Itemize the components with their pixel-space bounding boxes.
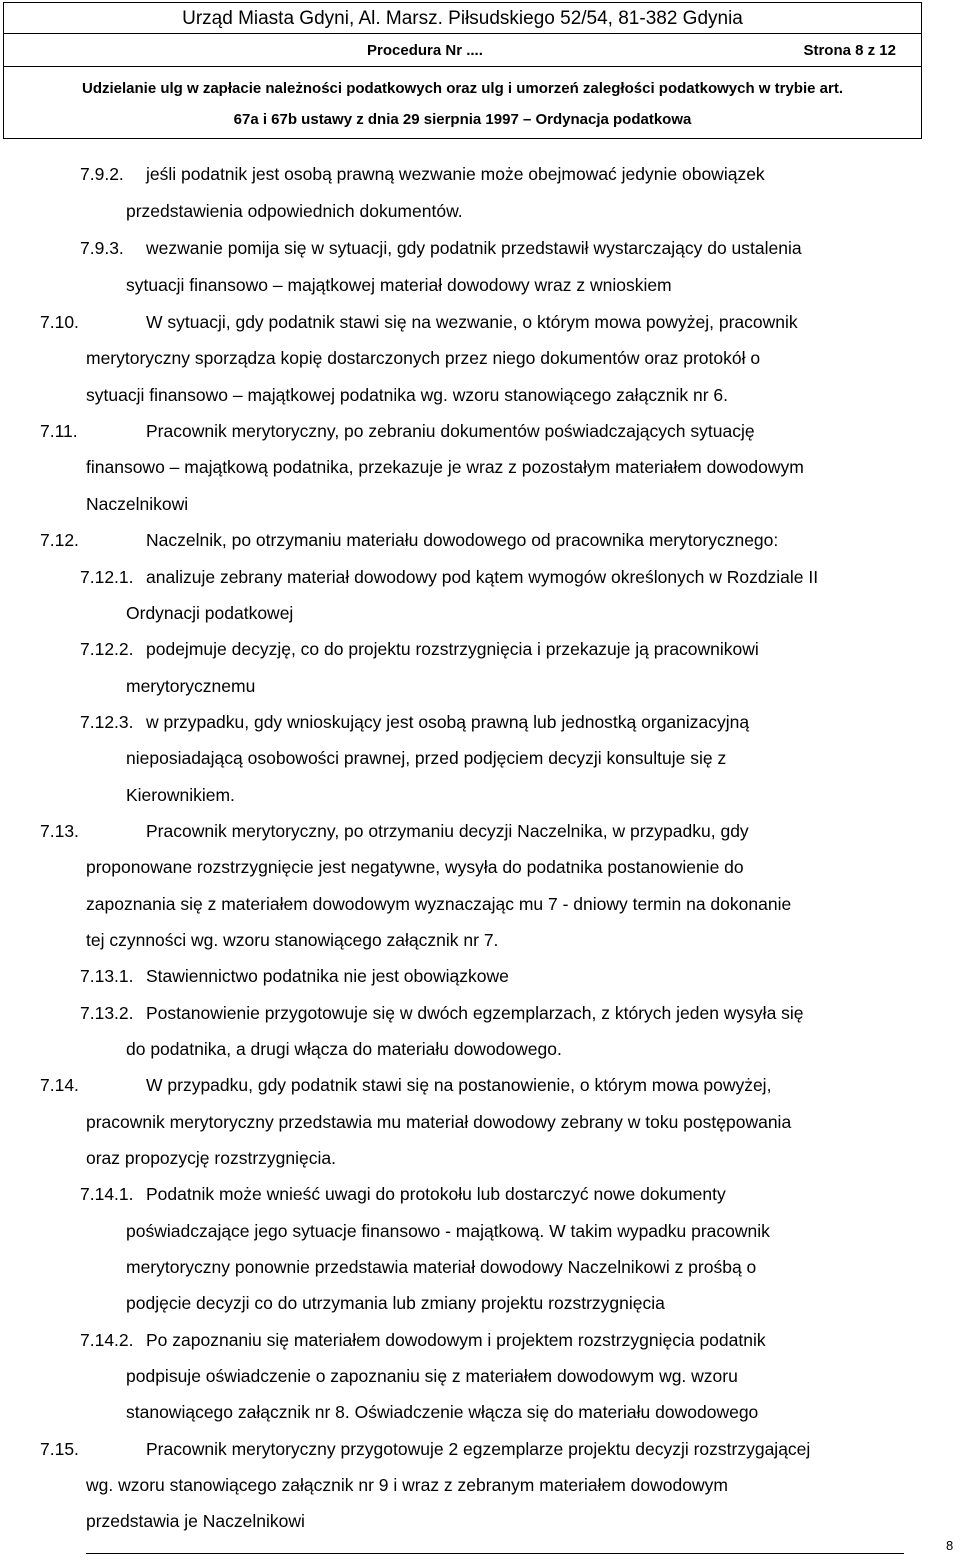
item-text: Kierownikiem. bbox=[126, 785, 235, 805]
item-text: przedstawia je Naczelnikowi bbox=[86, 1511, 305, 1531]
item-text: do podatnika, a drugi włącza do materiału dowodowego. bbox=[126, 1039, 562, 1059]
item-text: merytoryczny sporządza kopię dostarczonych przez niego dokumentów oraz protokół o bbox=[86, 348, 761, 368]
item-text: Postanowienie przygotowuje się w dwóch egzemplarzach, z których jeden wysyła się bbox=[146, 1003, 804, 1023]
item-number: 7.12.3. bbox=[80, 712, 134, 732]
footer-divider bbox=[86, 1553, 904, 1554]
item-text: podpisuje oświadczenie o zapoznaniu się z materiałem dowodowym wg. wzoru bbox=[126, 1366, 738, 1386]
item-text: tej czynności wg. wzoru stanowiącego załącznik nr 7. bbox=[86, 930, 499, 950]
procedure-subject bbox=[4, 67, 921, 138]
item-text: podejmuje decyzję, co do projektu rozstrzygnięcia i przekazuje ją pracownikowi bbox=[146, 639, 759, 659]
item-text: Podatnik może wnieść uwagi do protokołu lub dostarczyć nowe dokumenty bbox=[146, 1184, 726, 1204]
item-text: Po zapoznaniu się materiałem dowodowym i projektem rozstrzygnięcia podatnik bbox=[146, 1330, 766, 1350]
item-number: 7.13. bbox=[40, 821, 79, 841]
item-text: Stawiennictwo podatnika nie jest obowiązkowe bbox=[146, 966, 509, 986]
item-text: Pracownik merytoryczny, po otrzymaniu decyzji Naczelnika, w przypadku, gdy bbox=[146, 821, 749, 841]
item-text: W przypadku, gdy podatnik stawi się na postanowienie, o którym mowa powyżej, bbox=[146, 1075, 772, 1095]
item-number: 7.12.1. bbox=[80, 567, 134, 587]
item-text: wg. wzoru stanowiącego załącznik nr 9 i wraz z zebranym materiałem dowodowym bbox=[86, 1475, 728, 1495]
item-text: analizuje zebrany materiał dowodowy pod kątem wymogów określonych w Rozdziale II bbox=[146, 567, 819, 587]
item-text: Pracownik merytoryczny przygotowuje 2 egzemplarze projektu decyzji rozstrzygającej bbox=[146, 1439, 811, 1459]
item-text: oraz propozycję rozstrzygnięcia. bbox=[86, 1148, 336, 1168]
item-text: W sytuacji, gdy podatnik stawi się na wezwanie, o którym mowa powyżej, pracownik bbox=[146, 312, 798, 332]
item-text: podjęcie decyzji co do utrzymania lub zmiany projektu rozstrzygnięcia bbox=[126, 1293, 665, 1313]
item-text: Pracownik merytoryczny, po zebraniu dokumentów poświadczających sytuację bbox=[146, 421, 755, 441]
item-text: sytuacji finansowo – majątkowej podatnika wg. wzoru stanowiącego załącznik nr 6. bbox=[86, 385, 728, 405]
page-number: 8 bbox=[946, 1538, 954, 1553]
item-text: w przypadku, gdy wnioskujący jest osobą prawną lub jednostką organizacyjną bbox=[146, 712, 750, 732]
item-text: Naczelnik, po otrzymaniu materiału dowodowego od pracownika merytorycznego: bbox=[146, 530, 779, 550]
procedure-row bbox=[4, 34, 921, 67]
item-number: 7.9.3. bbox=[80, 238, 124, 258]
item-number: 7.14. bbox=[40, 1075, 79, 1095]
document-header bbox=[3, 2, 922, 139]
item-text: poświadczające jego sytuacje finansowo - majątkową. W takim wypadku pracownik bbox=[126, 1221, 770, 1241]
page-indicator: Strona 8 z 12 bbox=[803, 42, 896, 59]
item-text: pracownik merytoryczny przedstawia mu materiał dowodowy zebrany w toku postępowania bbox=[86, 1112, 792, 1132]
item-number: 7.12. bbox=[40, 530, 79, 550]
item-text: jeśli podatnik jest osobą prawną wezwanie może obejmować jedynie obowiązek bbox=[146, 164, 765, 184]
item-text: proponowane rozstrzygnięcie jest negatywne, wysyła do podatnika postanowienie do bbox=[86, 857, 744, 877]
item-text: przedstawienia odpowiednich dokumentów. bbox=[126, 201, 463, 221]
item-number: 7.11. bbox=[40, 421, 78, 441]
office-address: Urząd Miasta Gdyni, Al. Marsz. Piłsudskiego 52/54, 81-382 Gdynia bbox=[4, 3, 921, 34]
item-text: stanowiącego załącznik nr 8. Oświadczenie włącza się do materiału dowodowego bbox=[126, 1402, 759, 1422]
item-number: 7.9.2. bbox=[80, 164, 124, 184]
item-number: 7.10. bbox=[40, 312, 79, 332]
item-number: 7.14.2. bbox=[80, 1330, 134, 1350]
item-number: 7.12.2. bbox=[80, 639, 134, 659]
item-text: nieposiadającą osobowości prawnej, przed podjęciem decyzji konsultuje się z bbox=[126, 748, 727, 768]
item-text: zapoznania się z materiałem dowodowym wyznaczając mu 7 - dniowy termin na dokonanie bbox=[86, 894, 792, 914]
subject-line-1: Udzielanie ulg w zapłacie należności podatkowych oraz ulg i umorzeń zaległości podatkowych w trybie art. bbox=[81, 80, 843, 97]
item-text: Ordynacji podatkowej bbox=[126, 603, 294, 623]
item-number: 7.13.1. bbox=[80, 966, 134, 986]
item-number: 7.14.1. bbox=[80, 1184, 134, 1204]
item-text: Naczelnikowi bbox=[86, 494, 189, 514]
subject-line-2: 67a i 67b ustawy z dnia 29 sierpnia 1997 – Ordynacja podatkowa bbox=[233, 111, 692, 128]
item-number: 7.15. bbox=[40, 1439, 79, 1459]
item-number: 7.13.2. bbox=[80, 1003, 134, 1023]
item-text: finansowo – majątkową podatnika, przekazuje je wraz z pozostałym materiałem dowodowym bbox=[86, 457, 804, 477]
item-text: merytoryczny ponownie przedstawia materiał dowodowy Naczelnikowi z prośbą o bbox=[126, 1257, 757, 1277]
item-text: wezwanie pomija się w sytuacji, gdy podatnik przedstawił wystarczający do ustalenia bbox=[146, 238, 802, 258]
item-text: sytuacji finansowo – majątkowej materiał dowodowy wraz z wnioskiem bbox=[126, 275, 672, 295]
item-text: merytorycznemu bbox=[126, 676, 256, 696]
procedure-number: Procedura Nr .... bbox=[367, 42, 483, 59]
